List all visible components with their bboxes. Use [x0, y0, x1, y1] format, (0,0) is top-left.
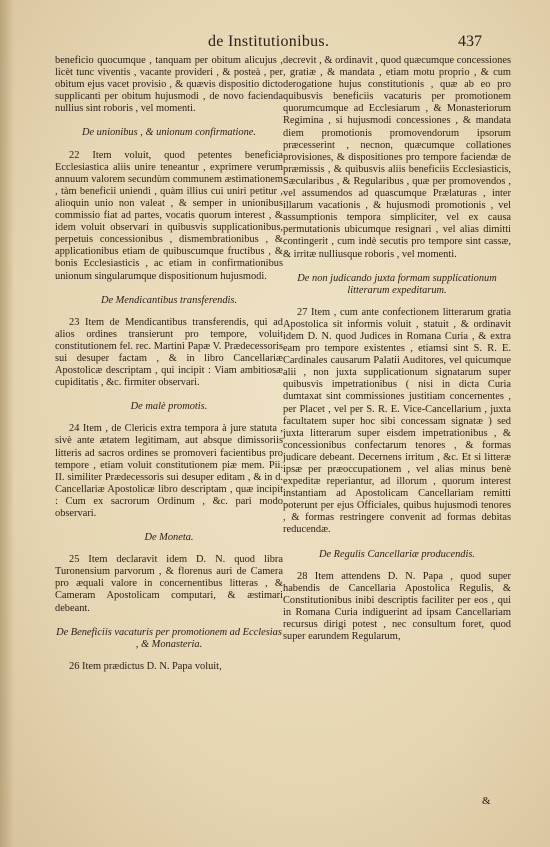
paragraph: beneficio quocumque , tanquam per obitum alicujus , licèt tunc viventis , vacante provideri , & posteà , per obitum ejus vacet provisio , & quævis dispositio dicto supplicanti per obitum hujusmodi , de novo facienda nullius sint roboris , vel momenti. [55, 55, 283, 115]
catchword: & [482, 795, 491, 807]
paragraph: 25 Item declaravit idem D. N. quod libra Turonensium parvorum , & florenus auri de Camera pro æquali valore in concernentibus litteras , & Cameram Apostolicam computari, & æstimari debeant. [55, 554, 283, 614]
paragraph: 24 Item , de Clericis extra tempora à jure statuta , sivè ante ætatem legitimam, aut absque dimissoriis litteris ad sacros ordines se promoveri facientibus pro tempore , etiam voluit constitutionem piæ mem. Pii. II. similiter Prædecessoris sui desuper editam , & in d. Cancellariæ Apostolicæ libro descriptam , quæ incipit : Cum ex sacrorum Ordinum , &c. pari modo observari. [55, 423, 283, 519]
running-head [0, 33, 550, 53]
section-heading: De Regulis Cancellariæ producendis. [318, 548, 476, 560]
paragraph: 27 Item , cum ante confectionem litterarum gratia Apostolica sit informis voluit , statuit , & ordinavit idem D. N. quod Judices in Romana Curia , & extra eam pro tempore existentes , etiamsi sint S. R. E. Cardinales causarum Palatii Auditores, vel quicumque alii , non juxta supplicationum signatarum super quibusvis impetrationibus ( nisi in dicta Curia dumtaxat sint commissiones justitiam concernentes , per Placet , vel per S. R. E. Vice-Cancellarium , juxta facultatem super hoc sibi concessam signatæ ) sed juxta litterarum super eisdem impetrationibus , & concessionibus confectarum tenores , & formas judicare debeant. Decernens irritum , &c. Et si litteræ ipsæ per præoccupationem , vel alias minus benè expeditæ reperiantur, ad illorum , quorum interest instantiam ad Apostolicam Cancellariam remitti poterunt per ejus Officiales, quibus hujusmodi tenores , & formas restringere convenit ad formas debitas reducendæ. [283, 306, 511, 536]
page-gutter-shadow [0, 0, 14, 847]
section-heading: De Moneta. [144, 532, 194, 544]
section-heading: De malè promotis. [130, 401, 208, 413]
right-text-column [283, 55, 511, 647]
paragraph: 22 Item voluit, quod petentes beneficia Ecclesiastica aliis unire teneantur , exprimere verum annuum valorem secundùm communem æstimationem , tàm beneficii uniendi , quàm illius cui uniri petitur , alioquin unio non valeat , & semper in unionibus commissio fiat ad partes, vocatis quorum interest , & idem voluit observari in quibusvis supplicationibus, perpetuis concessionibus , dismembrationibus , & applicationibus etiam de quibuscumque fructibus , & bonis Ecclesiasticis , ac etiam in confirmationibus unionum singularumque dispositionum hujusmodi. [55, 149, 283, 282]
section-heading: De Beneficiis vacaturis per promotionem ad Ecclesias , & Monasteria. [56, 626, 282, 650]
section-heading: De Mendicantibus transferendis. [100, 294, 238, 306]
page-number: 437 [458, 33, 482, 50]
paragraph: 23 Item de Mendicantibus transferendis, qui ad alios ordines transierunt pro tempore, voluit constitutionem fel. rec. Martini Papæ V. Prædecessoris sui desuper factam , & in libro Cancellariæ Apostolicæ descriptam , qui incipit : Viam ambitiosæ cupiditatis , &c. firmiter observari. [55, 316, 283, 389]
section-heading: De non judicando juxta formam supplicationum litterarum expeditarum. [297, 272, 497, 296]
left-text-column [55, 55, 283, 677]
section-heading: De unionibus , & unionum confirmatione. [81, 127, 257, 139]
running-title: de Institutionibus. [208, 33, 330, 50]
paragraph: 28 Item attendens D. N. Papa , quod super habendis de Cancellaria Apostolica Regulis, & Constitutionibus inibi descriptis faciliter per eos , qui in Romana Curia indiguerint ad ipsam Cancellariam recursus dirigi potest , nec consultum foret, quod super earundem Regularum, [283, 570, 511, 643]
paragraph: 26 Item prædictus D. N. Papa voluit, [69, 660, 222, 672]
paragraph: decrevit , & ordinavit , quod quæcumque concessiones , gratiæ , & mandata , etiam motu proprio , & cum derogatione hujus constitutionis , quæ ab eo pro quibusvis beneficiis vacaturis per promotionem quorumcumque ad Ecclesiarum , & Monasteriorum Regimina , si hujusmodi concessiones , & mandata diem promotionis promovendorum ipsorum præcesserint , necnon, quæcumque collationes provisiones, & dispositiones pro tempore faciendæ de præmissis , & quibusvis aliis beneficiis Ecclesiasticis, Sæcularibus , & Regularibus , quæ per promovendos , vel assumendos ad quascumque Prælaturas , inter illarum vacationis , & hujusmodi promotionis , vel assumptionis tempora simpliciter, vel ex causa permutationis ubicumque resignari , vel alias dimitti contingerit , cum indè secutis pro tempore sint cassæ, & irritæ nulliusque roboris , vel momenti. [283, 55, 511, 260]
